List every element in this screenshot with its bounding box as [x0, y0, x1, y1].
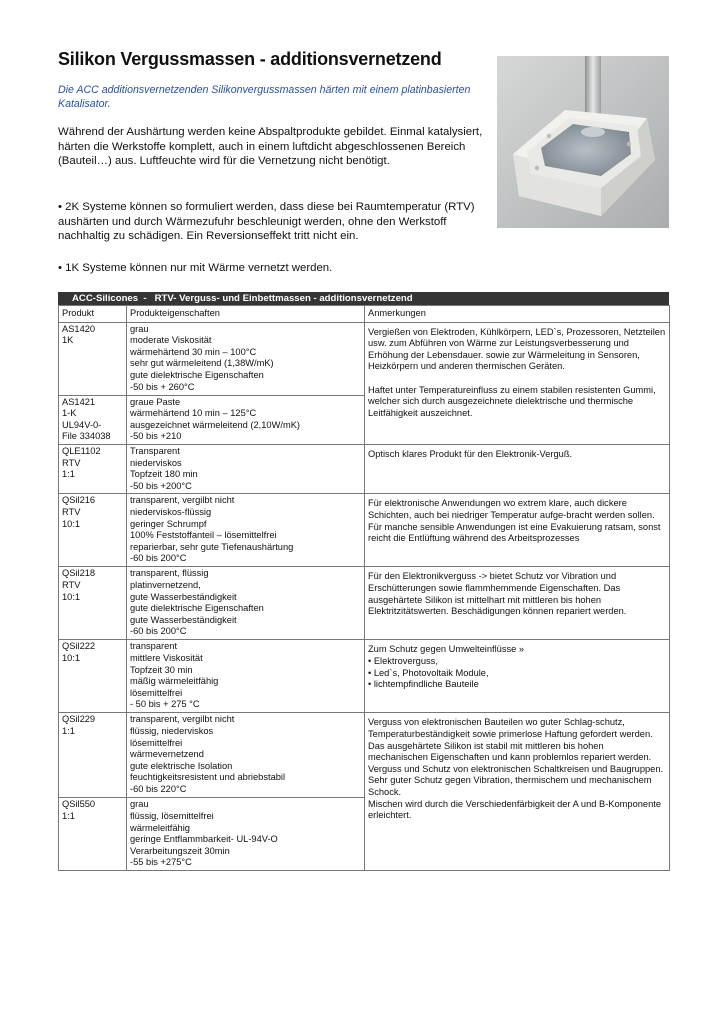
column-header-remarks: Anmerkungen: [365, 306, 670, 323]
product-remarks: Vergießen von Elektroden, Kühlkörpern, LED`s, Prozessoren, Netzteilen usw. zum Abführen von Wärme zur Leistungsverbesserung und Erhöhung der Lebensdauer. sowie zur Wärmeleitung in Sensoren, Heizkörpern und anderen thermischen Geräten. Haftet unter Temperatureinfluss zu einem stabilen resistenten Gummi, welcher sich durch ausgezeichnete dielektrische und thermische Leitfähigkeit auszeichnet.: [365, 322, 670, 444]
column-header-properties: Produkteigenschaften: [127, 306, 365, 323]
product-grid: [58, 305, 670, 871]
product-properties: transparent, flüssig platinvernetzend, gute Wasserbeständigkeit gute dielektrische Eigenschaften gute Wasserbeständigkeit -60 bis 200°C: [127, 567, 365, 640]
table-row: [59, 567, 670, 640]
paragraph-2k-systems: • 2K Systeme können so formuliert werden, dass diese bei Raumtemperatur (RTV) aushärten und durch Wärmezufuhr beschleunigt werden, ohne den Werkstoff nachhaltig zu schädigen. Ein Reversionseffekt tritt nicht ein.: [58, 201, 475, 242]
product-properties: transparent mittlere Viskosität Topfzeit 30 min mäßig wärmeleitfähig lösemittelfrei - 50 bis + 275 °C: [127, 640, 365, 713]
table-row: [59, 494, 670, 567]
product-remarks: Für den Elektronikverguss -> bietet Schutz vor Vibration und Erschütterungen sowie flammhemmende Eigenschaften. Das ausgehärtete Silikon ist mittelhart mit mittleren bis hohen Elektritzitätswerten. Beschädigungen können repariert werden.: [365, 567, 670, 640]
product-remarks: Verguss von elektronischen Bauteilen wo guter Schlag-schutz, Temperaturbeständigkeit sowie primerlose Haftung gefordert werden. Das ausgehärtete Silikon ist stabil mit mittleren bis hohen mechanischen Eigenschaften und kann problemlos repariert werden. Verguss und Schutz von elektronischen Schaltkreisen und Baugruppen. Sehr guter Schutz gegen Vibration, thermischem und mechanischem Schock. Mischen wird durch die Verschiedenfärbigkeit der A und B-Komponente erleichtert.: [365, 713, 670, 871]
product-name: AS1420 1K: [59, 322, 127, 395]
product-name: QSil229 1:1: [59, 713, 127, 798]
paragraph-1k-systems: • 1K Systeme können nur mit Wärme vernetzt werden.: [58, 262, 333, 274]
product-remarks: Zum Schutz gegen Umwelteinflüsse » • Elektroverguss, • Led`s, Photovoltaik Module, • lichtempfindliche Bauteile: [365, 640, 670, 713]
product-properties: Transparent niederviskos Topfzeit 180 min -50 bis +200°C: [127, 444, 365, 493]
page-title: Silikon Vergussmassen - additionsvernetzend: [58, 49, 442, 69]
product-name: QLE1102 RTV 1:1: [59, 444, 127, 493]
product-properties: grau flüssig, lösemittelfrei wärmeleitfähig geringe Entflammbarkeit- UL-94V-O Verarbeitungszeit 30min -55 bis +275°C: [127, 798, 365, 871]
product-remarks: Optisch klares Produkt für den Elektronik-Verguß.: [365, 444, 670, 493]
product-name: QSil550 1:1: [59, 798, 127, 871]
product-properties: grau moderate Viskosität wärmehärtend 30 min – 100°C sehr gut wärmeleitend (1,38W/mK) gute dielektrische Eigenschaften -50 bis + 260°C: [127, 322, 365, 395]
table-row: [59, 713, 670, 798]
product-name: QSil222 10:1: [59, 640, 127, 713]
product-properties: graue Paste wärmehärtend 10 min – 125°C ausgezeichnet wärmeleitend (2,10W/mK) -50 bis +210: [127, 395, 365, 444]
table-row: [59, 322, 670, 395]
product-table: [58, 292, 669, 871]
product-photo: [497, 56, 669, 228]
table-row: [59, 640, 670, 713]
product-name: QSil218 RTV 10:1: [59, 567, 127, 640]
column-header-row: [59, 306, 670, 323]
product-name: QSil216 RTV 10:1: [59, 494, 127, 567]
paragraph-curing: Während der Aushärtung werden keine Abspaltprodukte gebildet. Einmal katalysiert, härten die Werkstoffe komplett, auch in einem luftdicht abgeschlossenen Bereich (Bauteil…) aus. Luftfeuchte wird für die Vernetzung nicht benötigt.: [58, 126, 483, 167]
product-properties: transparent, vergilbt nicht flüssig, niederviskos lösemittelfrei wärmevernetzend gute elektrische Isolation feuchtigkeitsresistent und abriebstabil -60 bis 220°C: [127, 713, 365, 798]
table-title-bar: ACC-Silicones - RTV- Verguss- und Einbettmassen - additionsvernetzend: [58, 292, 669, 305]
table-row: [59, 444, 670, 493]
product-name: AS1421 1-K UL94V-0- File 334038: [59, 395, 127, 444]
product-properties: transparent, vergilbt nicht niederviskos-flüssig geringer Schrumpf 100% Feststoffanteil – lösemittelfrei reparierbar, sehr gute Tiefenaushärtung -60 bis 200°C: [127, 494, 365, 567]
intro-text: Die ACC additionsvernetzenden Silikonvergussmassen härten mit einem platinbasierten Katalisator.: [58, 84, 471, 110]
column-header-product: Produkt: [59, 306, 127, 323]
product-remarks: Für elektronische Anwendungen wo extrem klare, auch dickere Schichten, auch bei niedriger Temperatur aufge-bracht werden sollen. Für manche sensible Anwendungen ist eine Evakuierung ratsam, sonst reicht die Entlüftung während des Arbeitsprozesses: [365, 494, 670, 567]
